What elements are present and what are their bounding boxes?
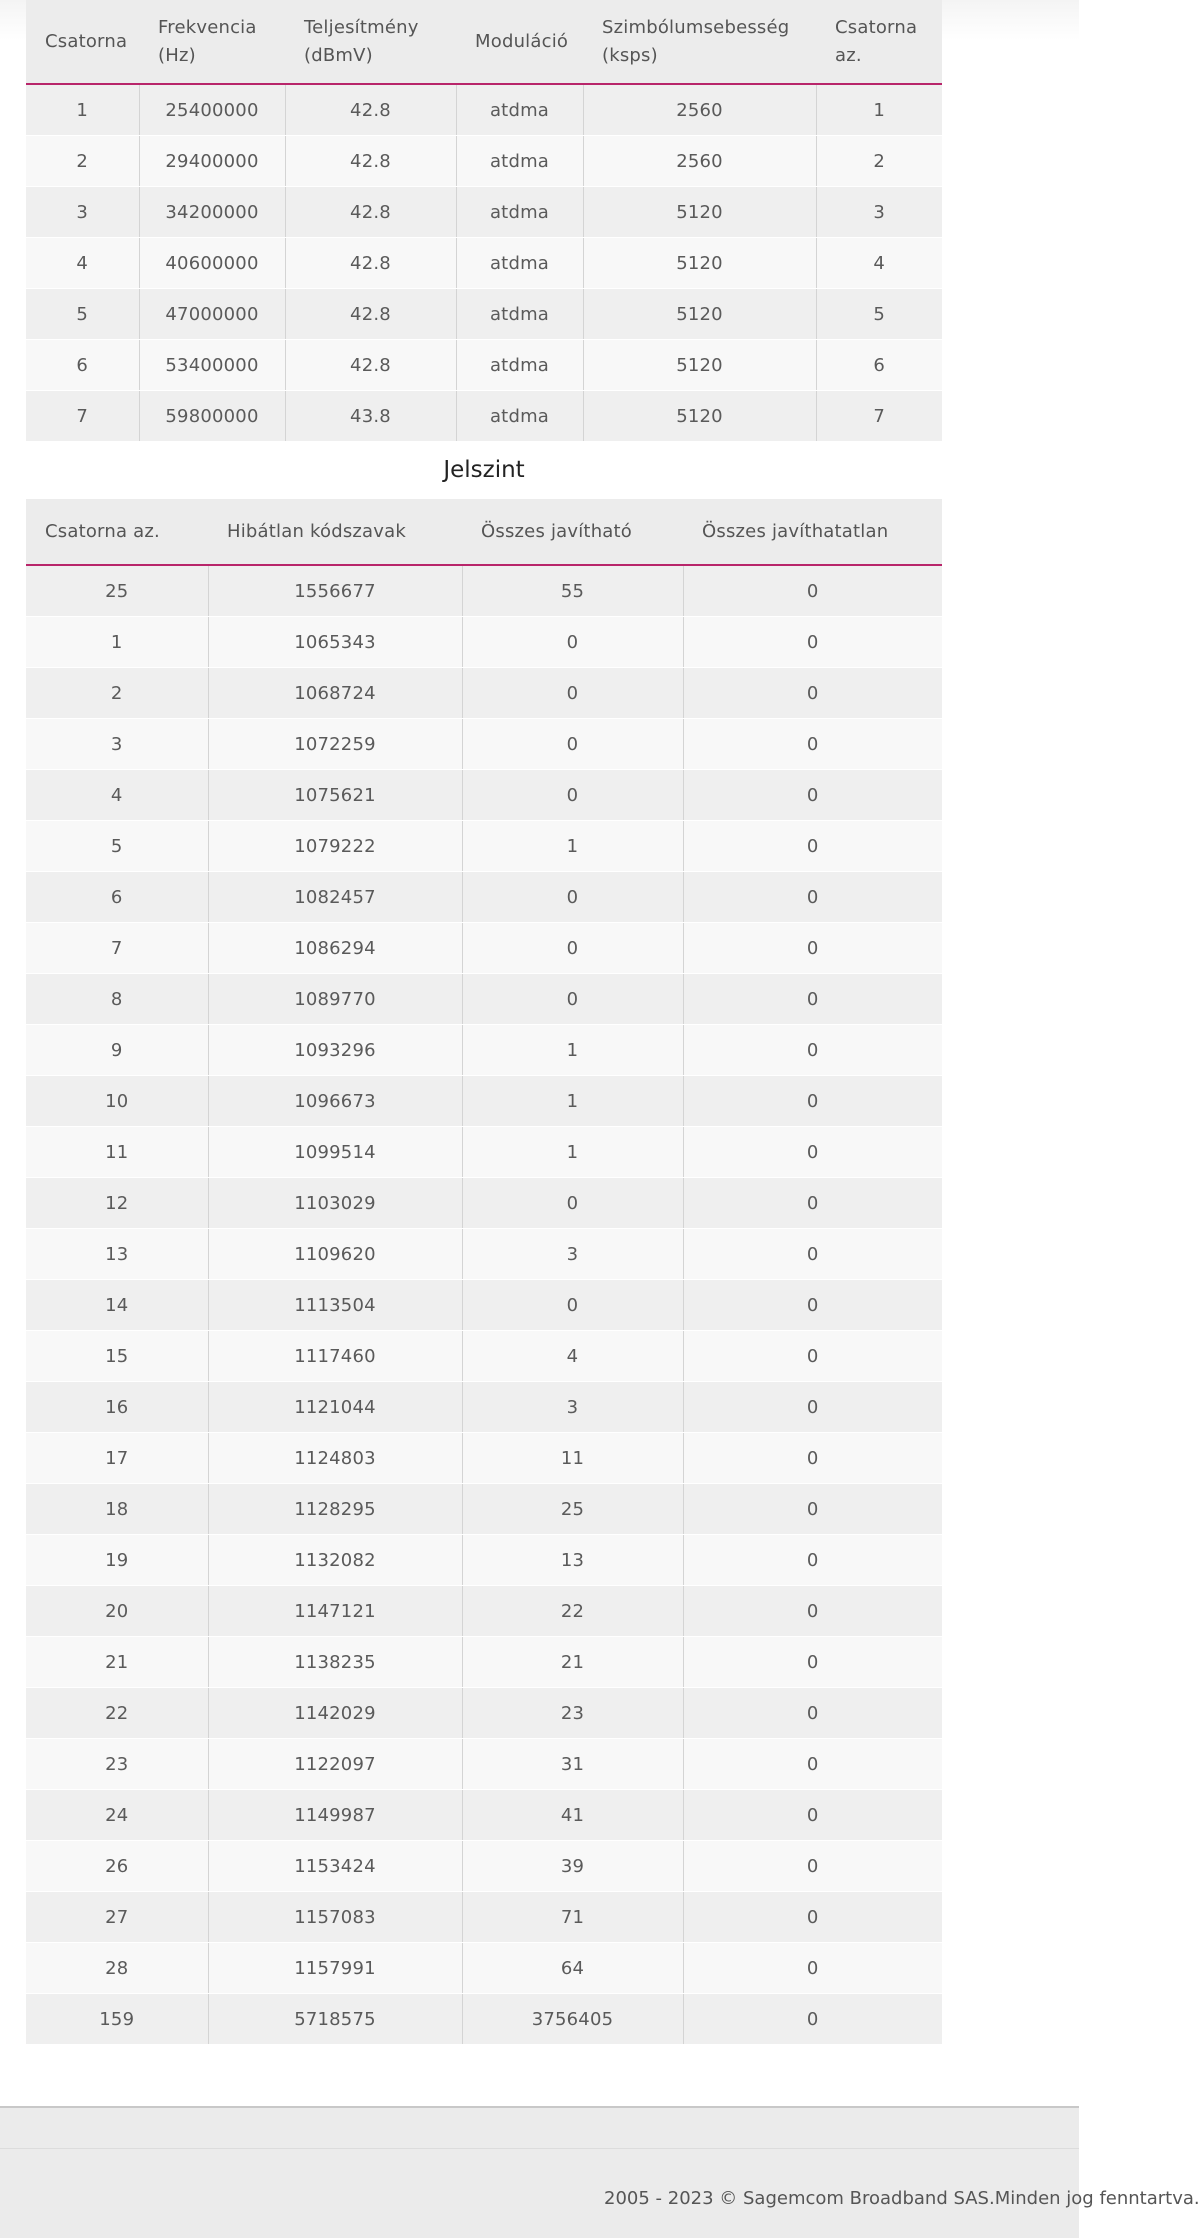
table-cell: 53400000 — [139, 340, 285, 391]
table-cell: 59800000 — [139, 391, 285, 442]
table-cell: 1096673 — [208, 1076, 462, 1127]
table-cell: 19 — [26, 1535, 208, 1586]
table-cell: 2 — [26, 668, 208, 719]
table-cell: 2560 — [583, 136, 816, 187]
table-cell: 21 — [26, 1637, 208, 1688]
table-cell: 42.8 — [285, 340, 456, 391]
signal-level-table — [26, 499, 942, 2045]
table-cell: 0 — [683, 1127, 942, 1178]
table-cell: atdma — [456, 340, 583, 391]
table-cell: 3 — [462, 1382, 683, 1433]
table-cell: 1 — [462, 1076, 683, 1127]
channel-row — [26, 84, 942, 136]
table-cell: 1149987 — [208, 1790, 462, 1841]
signal-column-header-3: Összes javíthatatlan — [683, 499, 942, 565]
table-cell: 13 — [462, 1535, 683, 1586]
table-cell: atdma — [456, 187, 583, 238]
table-cell: 0 — [683, 1076, 942, 1127]
channel-column-header-1: Frekvencia (Hz) — [139, 0, 285, 84]
signal-row — [26, 1178, 942, 1229]
table-cell: 14 — [26, 1280, 208, 1331]
table-cell: 0 — [683, 872, 942, 923]
table-cell: 5120 — [583, 340, 816, 391]
table-cell: 1124803 — [208, 1433, 462, 1484]
table-cell: 1 — [26, 617, 208, 668]
table-cell: 10 — [26, 1076, 208, 1127]
table-cell: 43.8 — [285, 391, 456, 442]
table-cell: 3 — [462, 1229, 683, 1280]
table-cell: 18 — [26, 1484, 208, 1535]
channel-column-header-5: Csatorna az. — [816, 0, 942, 84]
table-cell: 1068724 — [208, 668, 462, 719]
table-cell: 0 — [683, 1841, 942, 1892]
table-cell: 1089770 — [208, 974, 462, 1025]
table-cell: 1122097 — [208, 1739, 462, 1790]
table-cell: 0 — [462, 719, 683, 770]
table-cell: 41 — [462, 1790, 683, 1841]
table-cell: 159 — [26, 1994, 208, 2045]
table-cell: 1132082 — [208, 1535, 462, 1586]
signal-row — [26, 1025, 942, 1076]
table-cell: 3 — [26, 187, 139, 238]
table-cell: 11 — [26, 1127, 208, 1178]
signal-row — [26, 1433, 942, 1484]
table-cell: 0 — [462, 923, 683, 974]
table-cell: 42.8 — [285, 136, 456, 187]
table-cell: atdma — [456, 238, 583, 289]
table-cell: 2560 — [583, 84, 816, 136]
table-cell: 0 — [683, 1586, 942, 1637]
table-cell: 42.8 — [285, 84, 456, 136]
table-cell: 0 — [683, 1739, 942, 1790]
signal-row — [26, 1331, 942, 1382]
table-cell: 0 — [683, 1994, 942, 2045]
table-cell: 3756405 — [462, 1994, 683, 2045]
table-cell: 5120 — [583, 289, 816, 340]
channel-row — [26, 187, 942, 238]
table-cell: 4 — [26, 770, 208, 821]
table-cell: 5 — [26, 289, 139, 340]
table-cell: 5120 — [583, 238, 816, 289]
channel-table — [26, 0, 942, 442]
table-cell: 1556677 — [208, 565, 462, 617]
table-cell: 1117460 — [208, 1331, 462, 1382]
table-cell: 0 — [683, 668, 942, 719]
table-cell: 1065343 — [208, 617, 462, 668]
signal-row — [26, 1280, 942, 1331]
table-cell: 1113504 — [208, 1280, 462, 1331]
table-cell: 2 — [816, 136, 942, 187]
table-cell: 0 — [462, 872, 683, 923]
table-cell: 1 — [26, 84, 139, 136]
table-cell: 0 — [683, 1229, 942, 1280]
signal-level-title: Jelszint — [443, 457, 525, 483]
table-cell: 0 — [683, 1637, 942, 1688]
table-cell: 6 — [816, 340, 942, 391]
signal-row — [26, 565, 942, 617]
signal-row — [26, 923, 942, 974]
table-cell: 1075621 — [208, 770, 462, 821]
table-cell: 4 — [26, 238, 139, 289]
signal-row — [26, 1127, 942, 1178]
table-cell: 0 — [683, 1535, 942, 1586]
table-cell: 27 — [26, 1892, 208, 1943]
signal-row — [26, 1688, 942, 1739]
table-cell: 17 — [26, 1433, 208, 1484]
table-cell: 7 — [26, 391, 139, 442]
table-cell: 1153424 — [208, 1841, 462, 1892]
table-cell: 0 — [683, 1943, 942, 1994]
table-cell: 0 — [683, 565, 942, 617]
table-cell: 0 — [462, 617, 683, 668]
table-cell: 9 — [26, 1025, 208, 1076]
signal-row — [26, 1739, 942, 1790]
table-cell: 25 — [26, 565, 208, 617]
signal-row — [26, 1994, 942, 2045]
signal-row — [26, 1943, 942, 1994]
table-cell: 0 — [683, 1790, 942, 1841]
signal-row — [26, 974, 942, 1025]
table-cell: 0 — [683, 1484, 942, 1535]
signal-row — [26, 1535, 942, 1586]
table-cell: 5 — [816, 289, 942, 340]
table-cell: 0 — [462, 974, 683, 1025]
table-cell: 0 — [683, 617, 942, 668]
signal-row — [26, 1892, 942, 1943]
table-cell: 3 — [816, 187, 942, 238]
table-cell: 1086294 — [208, 923, 462, 974]
table-cell: 0 — [683, 1280, 942, 1331]
table-cell: 31 — [462, 1739, 683, 1790]
table-cell: 42.8 — [285, 187, 456, 238]
signal-row — [26, 1484, 942, 1535]
table-cell: 0 — [462, 1178, 683, 1229]
signal-row — [26, 719, 942, 770]
table-cell: 1 — [462, 1127, 683, 1178]
table-cell: 1109620 — [208, 1229, 462, 1280]
table-cell: 40600000 — [139, 238, 285, 289]
table-cell: 71 — [462, 1892, 683, 1943]
channel-column-header-4: Szimbólumsebesség (ksps) — [583, 0, 816, 84]
table-cell: 7 — [26, 923, 208, 974]
table-cell: 4 — [462, 1331, 683, 1382]
table-cell: 29400000 — [139, 136, 285, 187]
table-cell: 13 — [26, 1229, 208, 1280]
signal-table-body — [26, 565, 942, 2045]
table-cell: 55 — [462, 565, 683, 617]
table-cell: 1 — [462, 821, 683, 872]
table-cell: 34200000 — [139, 187, 285, 238]
table-cell: 0 — [462, 1280, 683, 1331]
signal-table-header — [26, 499, 942, 565]
table-cell: 42.8 — [285, 289, 456, 340]
table-cell: 1082457 — [208, 872, 462, 923]
signal-row — [26, 1382, 942, 1433]
table-cell: 1093296 — [208, 1025, 462, 1076]
table-cell: 1157991 — [208, 1943, 462, 1994]
signal-row — [26, 1586, 942, 1637]
table-cell: 1 — [462, 1025, 683, 1076]
table-cell: 0 — [683, 1433, 942, 1484]
table-cell: 5 — [26, 821, 208, 872]
channel-row — [26, 340, 942, 391]
table-cell: 0 — [683, 1688, 942, 1739]
table-cell: 0 — [683, 1892, 942, 1943]
table-cell: 6 — [26, 340, 139, 391]
signal-row — [26, 1841, 942, 1892]
table-cell: atdma — [456, 136, 583, 187]
table-cell: 0 — [462, 770, 683, 821]
table-cell: 26 — [26, 1841, 208, 1892]
table-cell: 8 — [26, 974, 208, 1025]
channel-row — [26, 238, 942, 289]
table-cell: 3 — [26, 719, 208, 770]
table-cell: 1142029 — [208, 1688, 462, 1739]
table-cell: 12 — [26, 1178, 208, 1229]
table-cell: 15 — [26, 1331, 208, 1382]
table-cell: 5718575 — [208, 1994, 462, 2045]
footer-divider — [0, 2148, 1079, 2149]
copyright-text: 2005 - 2023 © Sagemcom Broadband SAS.Minden jog fenntartva. — [604, 2188, 1200, 2209]
table-cell: 25400000 — [139, 84, 285, 136]
signal-row — [26, 617, 942, 668]
table-cell: 1072259 — [208, 719, 462, 770]
table-cell: 22 — [462, 1586, 683, 1637]
table-cell: 0 — [683, 719, 942, 770]
table-cell: 47000000 — [139, 289, 285, 340]
table-cell: 20 — [26, 1586, 208, 1637]
table-cell: 1079222 — [208, 821, 462, 872]
signal-row — [26, 1076, 942, 1127]
signal-column-header-1: Hibátlan kódszavak — [208, 499, 462, 565]
table-cell: 1138235 — [208, 1637, 462, 1688]
table-cell: 1128295 — [208, 1484, 462, 1535]
table-cell: 1121044 — [208, 1382, 462, 1433]
signal-row — [26, 1637, 942, 1688]
channel-row — [26, 391, 942, 442]
table-cell: 1 — [816, 84, 942, 136]
table-cell: 42.8 — [285, 238, 456, 289]
table-cell: 64 — [462, 1943, 683, 1994]
table-cell: 22 — [26, 1688, 208, 1739]
signal-row — [26, 1790, 942, 1841]
table-cell: 0 — [683, 1025, 942, 1076]
table-cell: 39 — [462, 1841, 683, 1892]
table-cell: atdma — [456, 84, 583, 136]
table-cell: 0 — [683, 821, 942, 872]
channel-column-header-3: Moduláció — [456, 0, 583, 84]
table-cell: 0 — [683, 770, 942, 821]
table-cell: 0 — [462, 668, 683, 719]
channel-column-header-2: Teljesítmény (dBmV) — [285, 0, 456, 84]
table-cell: 0 — [683, 1382, 942, 1433]
signal-row — [26, 1229, 942, 1280]
table-cell: 16 — [26, 1382, 208, 1433]
table-cell: 1147121 — [208, 1586, 462, 1637]
table-cell: 24 — [26, 1790, 208, 1841]
signal-row — [26, 770, 942, 821]
table-cell: 23 — [26, 1739, 208, 1790]
table-cell: 7 — [816, 391, 942, 442]
channel-table-header — [26, 0, 942, 84]
table-cell: 5120 — [583, 187, 816, 238]
signal-row — [26, 668, 942, 719]
signal-row — [26, 821, 942, 872]
main-content — [26, 0, 942, 2045]
table-cell: 1103029 — [208, 1178, 462, 1229]
table-cell: 1157083 — [208, 1892, 462, 1943]
signal-row — [26, 872, 942, 923]
table-cell: 25 — [462, 1484, 683, 1535]
table-cell: 6 — [26, 872, 208, 923]
table-cell: 5120 — [583, 391, 816, 442]
table-cell: 21 — [462, 1637, 683, 1688]
table-cell: 28 — [26, 1943, 208, 1994]
table-cell: 4 — [816, 238, 942, 289]
table-cell: 2 — [26, 136, 139, 187]
table-cell: atdma — [456, 391, 583, 442]
channel-column-header-0: Csatorna — [26, 0, 139, 84]
channel-row — [26, 136, 942, 187]
channel-row — [26, 289, 942, 340]
signal-column-header-0: Csatorna az. — [26, 499, 208, 565]
signal-column-header-2: Összes javítható — [462, 499, 683, 565]
table-cell: 0 — [683, 1178, 942, 1229]
footer — [0, 2106, 1200, 2238]
table-cell: 23 — [462, 1688, 683, 1739]
table-cell: 0 — [683, 923, 942, 974]
table-cell: 0 — [683, 974, 942, 1025]
channel-table-body — [26, 84, 942, 442]
table-cell: 11 — [462, 1433, 683, 1484]
table-cell: 1099514 — [208, 1127, 462, 1178]
table-cell: 0 — [683, 1331, 942, 1382]
table-cell: atdma — [456, 289, 583, 340]
